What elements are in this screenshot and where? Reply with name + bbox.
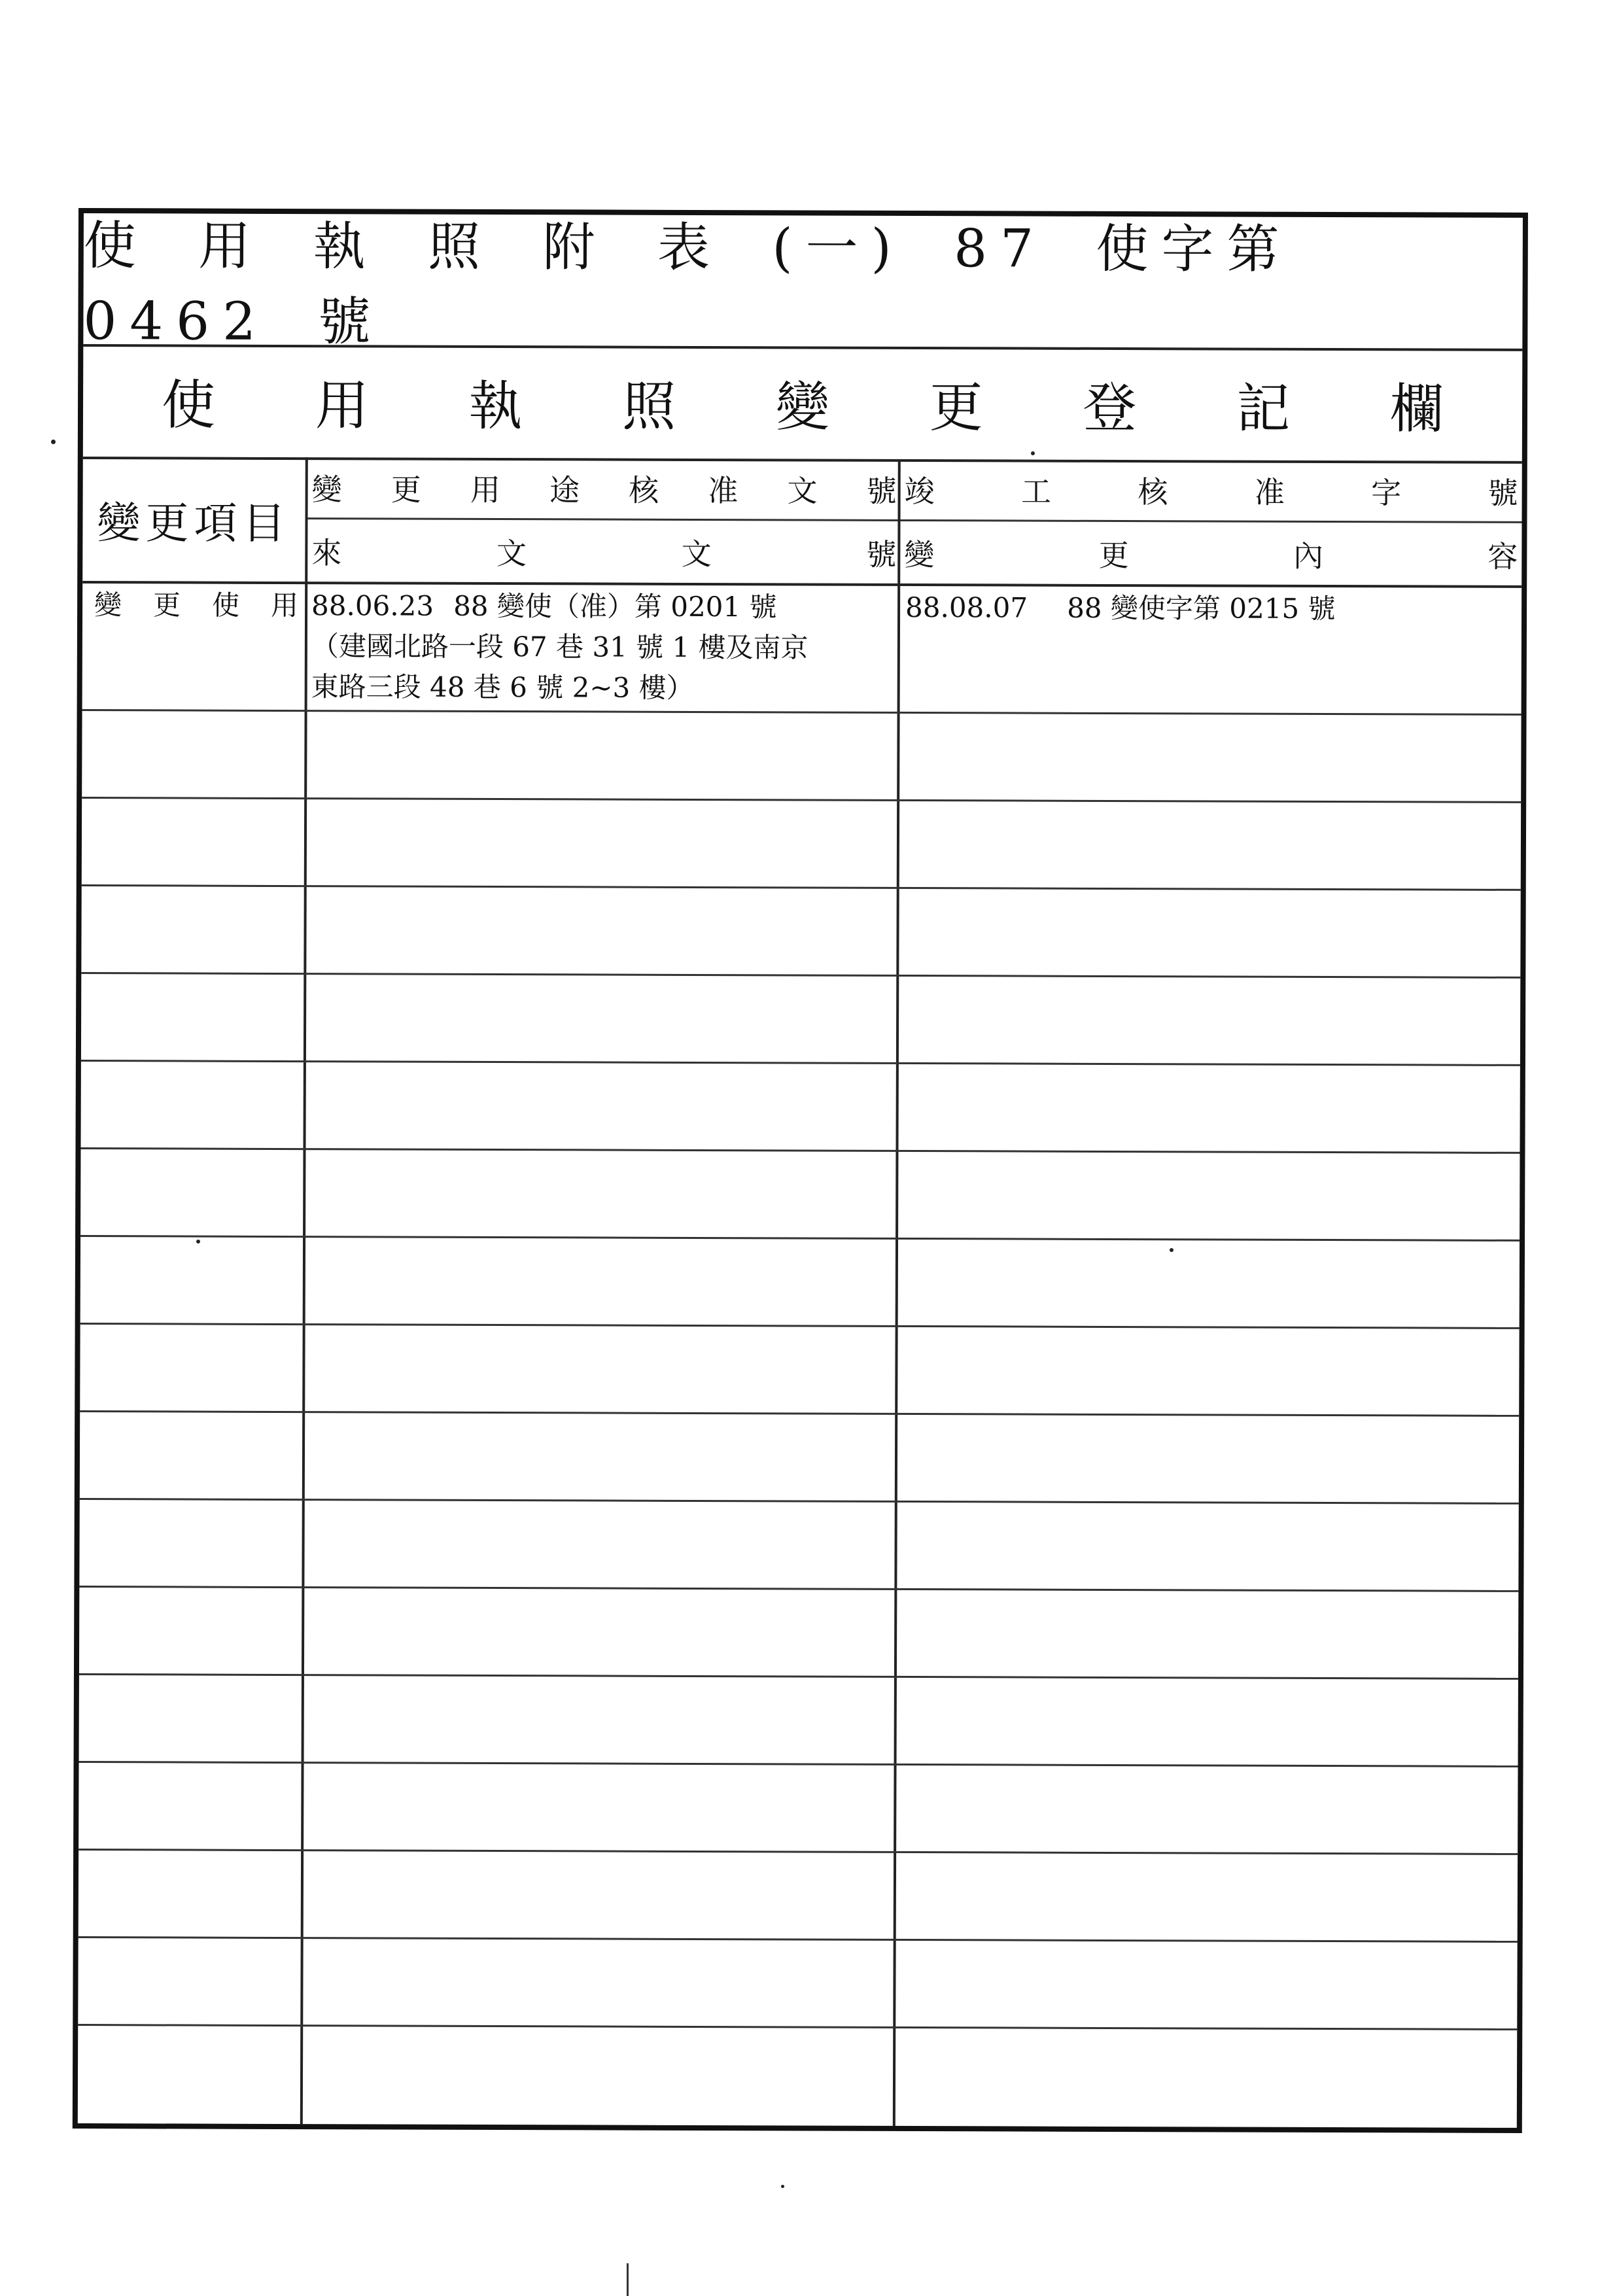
change-item-header-cell bbox=[82, 457, 305, 582]
completion-date: 88.08.07 bbox=[905, 591, 1028, 624]
header-char: 容 bbox=[1487, 538, 1518, 574]
header-char: 變 bbox=[97, 497, 146, 548]
section-title bbox=[83, 362, 1522, 444]
header-char: 核 bbox=[629, 472, 659, 508]
header-char: 用 bbox=[470, 472, 501, 508]
section-title-char: 記 bbox=[1236, 377, 1291, 440]
header-char: 目 bbox=[242, 498, 291, 549]
approval-header-cell bbox=[305, 457, 901, 583]
column-divider bbox=[893, 583, 900, 2126]
header-char: 號 bbox=[866, 473, 897, 509]
scan-speck bbox=[1031, 451, 1035, 455]
header-char: 變 bbox=[904, 536, 935, 572]
section-title-char: 變 bbox=[775, 375, 830, 439]
row-divider bbox=[80, 1235, 1520, 1242]
row-divider bbox=[81, 1060, 1520, 1066]
section-title-char: 使 bbox=[161, 374, 216, 437]
scan-mark bbox=[627, 2263, 629, 2296]
section-title-char: 用 bbox=[315, 374, 369, 437]
row-divider bbox=[82, 797, 1521, 803]
section-title-char: 欄 bbox=[1389, 377, 1444, 441]
column-divider bbox=[300, 582, 307, 2124]
record-completion-doc bbox=[905, 587, 1494, 630]
row-divider bbox=[80, 1498, 1519, 1505]
header-char: 來 bbox=[311, 534, 342, 570]
row-divider bbox=[79, 1586, 1518, 1592]
item-char: 使 bbox=[211, 589, 240, 621]
row-divider bbox=[81, 972, 1520, 979]
header-char: 准 bbox=[1254, 474, 1285, 510]
incoming-doc-header bbox=[307, 519, 900, 583]
header-char: 字 bbox=[1371, 475, 1402, 511]
completion-no-header bbox=[901, 459, 1522, 523]
row-divider bbox=[79, 1761, 1518, 1767]
approval-address-line: （建國北路一段 67 巷 31 號 1 樓及南京 bbox=[311, 630, 808, 664]
column-header-row bbox=[82, 457, 1522, 588]
registration-form bbox=[73, 208, 1528, 2133]
table-body bbox=[78, 581, 1521, 2128]
completion-number: 88 變使字第 0215 號 bbox=[1067, 591, 1336, 625]
header-char: 更 bbox=[1098, 537, 1129, 573]
row-divider bbox=[80, 1323, 1520, 1329]
approval-date: 88.06.23 bbox=[311, 589, 434, 622]
header-char: 內 bbox=[1293, 538, 1324, 574]
subtitle-row bbox=[83, 344, 1523, 464]
item-char: 變 bbox=[94, 589, 122, 621]
header-char: 更 bbox=[145, 497, 194, 549]
header-char: 文 bbox=[496, 535, 527, 571]
header-char: 文 bbox=[787, 473, 818, 509]
row-divider bbox=[78, 2024, 1517, 2030]
section-title-char: 照 bbox=[622, 375, 676, 438]
change-item-header bbox=[82, 457, 305, 582]
record-change-item bbox=[94, 585, 304, 626]
document-title: 使 用 執 照 附 表 (一) 87 使字第 0462 號 bbox=[83, 215, 1293, 353]
row-divider bbox=[80, 1147, 1520, 1154]
row-divider bbox=[82, 709, 1521, 716]
header-char: 准 bbox=[708, 473, 739, 509]
scan-speck bbox=[51, 440, 56, 444]
header-char: 號 bbox=[866, 536, 897, 572]
header-char: 核 bbox=[1138, 474, 1168, 510]
header-char: 項 bbox=[194, 498, 243, 549]
header-char: 工 bbox=[1020, 474, 1052, 510]
header-char: 變 bbox=[311, 472, 342, 508]
item-char: 更 bbox=[153, 589, 181, 621]
section-title-char: 執 bbox=[468, 375, 523, 438]
header-char: 竣 bbox=[904, 473, 935, 510]
header-char: 文 bbox=[681, 536, 712, 572]
record-approval-doc bbox=[311, 585, 888, 709]
change-content-header bbox=[900, 521, 1521, 585]
section-title-char: 更 bbox=[929, 376, 983, 439]
row-divider bbox=[80, 1410, 1519, 1417]
approval-doc-header bbox=[308, 457, 901, 521]
scan-speck bbox=[1170, 1248, 1174, 1252]
item-char: 用 bbox=[270, 589, 299, 622]
row-divider bbox=[78, 1849, 1518, 1855]
approval-number: 88 變使（准）第 0201 號 bbox=[453, 589, 777, 623]
approval-address-line: 東路三段 48 巷 6 號 2~3 樓） bbox=[311, 670, 694, 704]
row-divider bbox=[82, 884, 1521, 891]
section-title-char: 登 bbox=[1083, 377, 1137, 440]
scan-speck bbox=[781, 2185, 784, 2188]
header-char: 途 bbox=[549, 472, 580, 508]
scan-speck bbox=[196, 1240, 200, 1244]
row-divider bbox=[78, 1936, 1518, 1943]
header-char: 更 bbox=[391, 472, 421, 508]
completion-header-cell bbox=[897, 459, 1522, 585]
row-divider bbox=[79, 1673, 1518, 1680]
approval-first-line bbox=[311, 585, 887, 628]
title-row bbox=[83, 213, 1523, 351]
header-char: 號 bbox=[1487, 475, 1518, 511]
